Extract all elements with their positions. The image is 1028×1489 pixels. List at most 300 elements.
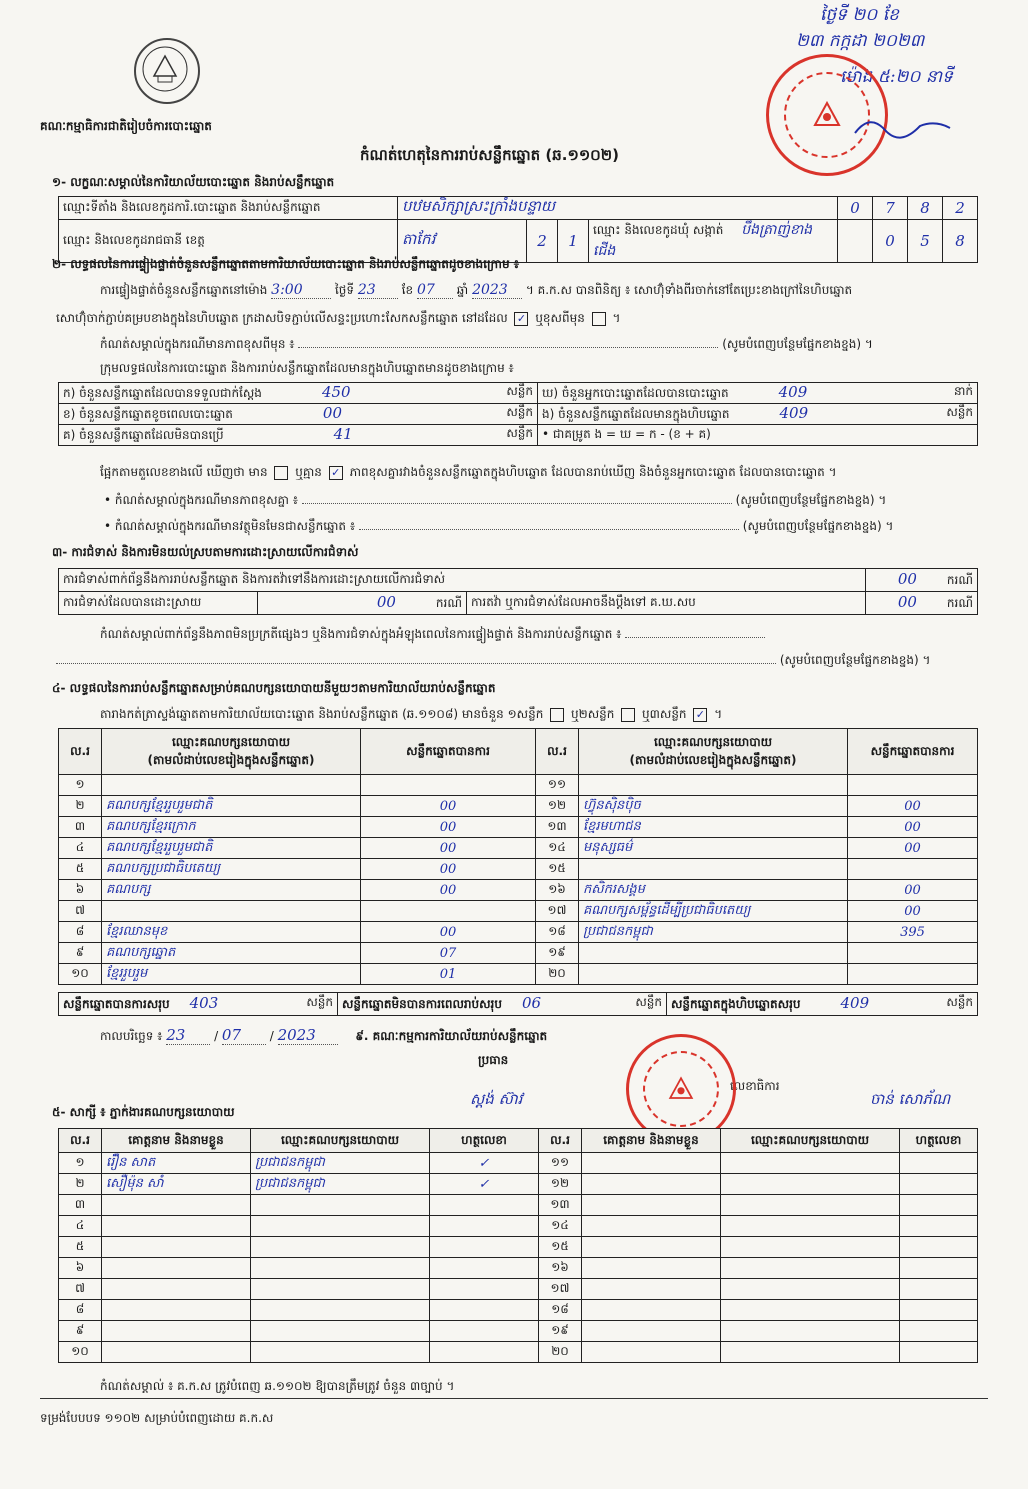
- section5-heading: ៥- សាក្សី ៖ ភ្នាក់ងារគណបក្សនយោបាយ: [52, 1105, 235, 1119]
- discrepancy-yes-checkbox[interactable]: [274, 466, 288, 480]
- province-value: តាកែវ: [398, 220, 527, 263]
- party-name-left: គណបក្សប្រជាធិបតេយ្យ: [102, 859, 361, 880]
- discrepancy-no-checkbox[interactable]: ✓: [329, 466, 343, 480]
- party-no-left: ៥: [59, 859, 102, 880]
- party-no-right: ១៥: [536, 859, 579, 880]
- party-no-right: ១៦: [536, 880, 579, 901]
- two-sheets-checkbox[interactable]: [621, 708, 635, 722]
- section1-heading: ១- លក្ខណៈសម្គាល់នៃការិយាល័យបោះឆ្នោត និងរាប់សន្លឹកឆ្នោត: [52, 175, 335, 189]
- witness-party-left: [251, 1300, 430, 1321]
- ballots-in-box-label: ង) ចំនួនសន្លឹកឆ្នោតដែលមានក្នុងហិបឆ្នោត: [542, 407, 730, 421]
- results-intro: ក្រុមលទ្ធផលនៃការបោះឆ្នោត និងការរាប់សន្លឹកឆ្នោតដែលមានក្នុងហិបឆ្នោតមានដូចខាងក្រោម ៖: [100, 361, 514, 375]
- witness-name-left: [102, 1342, 251, 1363]
- secretary-name: ចាន់ សោភ័ណ: [870, 1090, 951, 1108]
- th-party-left: [102, 729, 361, 775]
- totals-table: [58, 992, 978, 1016]
- witness-no-right: ១៤: [539, 1216, 582, 1237]
- witness-sign-left: [430, 1300, 539, 1321]
- verification-day[interactable]: 23: [358, 282, 398, 299]
- box-total-cell: [667, 993, 978, 1016]
- witness-no-right: ១៨: [539, 1300, 582, 1321]
- party-no-left: ៩: [59, 943, 102, 964]
- footer-divider: [40, 1398, 988, 1399]
- bullet-note-1: [104, 492, 980, 510]
- party-no-left: ៦: [59, 880, 102, 901]
- witness-no-left: ២: [59, 1174, 102, 1195]
- commune-code-3: 8: [943, 220, 978, 263]
- form-footer: ទម្រង់បែបបទ ១១០២ សម្រាប់បំពេញដោយ គ.ក.ស: [40, 1411, 274, 1425]
- witness-row: [59, 1258, 978, 1279]
- witness-party-right[interactable]: [721, 1342, 900, 1363]
- date-day[interactable]: 23: [166, 1026, 210, 1045]
- party-name-left: ខ្មែរឈានមុខ: [102, 922, 361, 943]
- received-label: ក) ចំនួនសន្លឹកឆ្នោតដែលបានទទួលជាក់ស្តែង: [63, 386, 262, 400]
- box-total-unit: សន្លឹក: [946, 995, 973, 1009]
- day-label: ថ្ងៃទី: [335, 283, 355, 297]
- date-label: កាលបរិច្ឆេទ ៖: [100, 1029, 163, 1043]
- witness-sign-left: [430, 1342, 539, 1363]
- verification-text-2: ។ គ.ក.ស បានពិនិត្យ ៖ សោហ៊ុំទាំងពីរចាក់នៅតែប្រេះខាងក្រៅនៃហិបឆ្នោត: [525, 283, 853, 297]
- witness-name-left: រ៉ឿន សាត: [102, 1153, 251, 1174]
- witness-row: [59, 1153, 978, 1174]
- emblem-logo: [134, 38, 200, 104]
- witness-no-left: ១០: [59, 1342, 102, 1363]
- unused-unit: សន្លឹក: [506, 426, 533, 440]
- emblem-icon: [136, 40, 194, 98]
- witness-no-right: ១២: [539, 1174, 582, 1195]
- witness-name-right[interactable]: [582, 1195, 721, 1216]
- wth-sign-right: ហត្ថលេខា: [900, 1129, 978, 1153]
- party-votes-left: 00: [361, 796, 536, 817]
- party-row: [59, 796, 978, 817]
- invalid-total-label: សន្លឹកឆ្នោតមិនបានការពេលរាប់សរុប: [342, 997, 502, 1011]
- witness-name-right[interactable]: [582, 1321, 721, 1342]
- voters-value: 409: [778, 383, 808, 401]
- party-row: [59, 901, 978, 922]
- witness-name-left: សឿម៉ុន សាំ: [102, 1174, 251, 1195]
- witness-name-right[interactable]: [582, 1300, 721, 1321]
- stamp-emblem-icon: [807, 95, 847, 135]
- party-name-left: គណបក្ស: [102, 880, 361, 901]
- party-name-right: ប្រជាជនកម្ពុជា: [579, 922, 848, 943]
- formula-cell: • ជាគម្រូត ង = ឃ = ក - (ខ + គ): [538, 425, 978, 446]
- stamp-emblem-icon-2: [663, 1071, 699, 1107]
- unused-ballots-cell: [59, 425, 538, 446]
- party-name-left: គណបក្សខ្មែររួបរួមជាតិ: [102, 838, 361, 859]
- discrepancy-yes-label: ផ្អែកតាមតួលេខខាងលើ ឃើញថា មាន: [100, 465, 268, 479]
- date-month[interactable]: 07: [222, 1026, 266, 1045]
- note-different-label: កំណត់សម្គាល់ក្នុងករណីមានភាពខុសពីមុន ៖: [100, 337, 295, 351]
- th-votes-right: សន្លឹកឆ្នោតបានការ: [848, 729, 978, 775]
- commune-value: បឹងត្រាញ់ខាងជើង: [593, 222, 813, 259]
- resolved-label: ការជំទាស់ដែលបានដោះស្រាយ: [59, 592, 258, 615]
- witness-row: [59, 1321, 978, 1342]
- witness-no-left: ៩: [59, 1321, 102, 1342]
- party-votes-right: [848, 964, 978, 985]
- wth-no-right: ល.រ: [539, 1129, 582, 1153]
- party-no-right: ១៣: [536, 817, 579, 838]
- party-name-right: [579, 943, 848, 964]
- one-sheet-checkbox[interactable]: [550, 708, 564, 722]
- box-total-label: សន្លឹកឆ្នោតក្នុងហិបឆ្នោតសរុប: [671, 997, 801, 1011]
- party-votes-right: 00: [848, 796, 978, 817]
- witness-no-left: ៨: [59, 1300, 102, 1321]
- th-votes-left: សន្លឹកឆ្នោតបានការ: [361, 729, 536, 775]
- witness-party-left: [251, 1258, 430, 1279]
- fill-note-4: (សូមបំពេញបន្ថែមផ្នែកខាងខ្នង) ។: [779, 653, 931, 667]
- party-no-right: ១៤: [536, 838, 579, 859]
- witness-name-right[interactable]: [582, 1153, 721, 1174]
- party-no-left: ៣: [59, 817, 102, 838]
- spoiled-label: ខ) ចំនួនសន្លឹកឆ្នោតខូចពេលបោះឆ្នោត: [63, 407, 233, 421]
- section1-table: [58, 196, 978, 263]
- voters-cell: [538, 383, 978, 404]
- wth-sign-left: ហត្ថលេខា: [430, 1129, 539, 1153]
- witness-party-left: [251, 1342, 430, 1363]
- witness-row: [59, 1174, 978, 1195]
- party-name-left: [102, 775, 361, 796]
- witness-party-right[interactable]: [721, 1153, 900, 1174]
- polling-station-value: បឋមសិក្សាស្រះក្រាំងបន្ទាយ: [398, 197, 838, 220]
- witness-party-right[interactable]: [721, 1258, 900, 1279]
- witness-name-right[interactable]: [582, 1258, 721, 1279]
- party-votes-right: 00: [848, 880, 978, 901]
- party-no-left: ៧: [59, 901, 102, 922]
- witness-party-left: [251, 1321, 430, 1342]
- witness-name-right[interactable]: [582, 1174, 721, 1195]
- party-row: [59, 880, 978, 901]
- party-row: [59, 817, 978, 838]
- witness-sign-left: ✓: [430, 1174, 539, 1195]
- witness-row: [59, 1237, 978, 1258]
- objection-cell: [866, 569, 978, 592]
- witness-party-right[interactable]: [721, 1279, 900, 1300]
- seal-text: សោហ៊ុំចាក់ភ្ជាប់គម្របខាងក្នុងនៃហិបឆ្នោត ក្រដាសបិទភ្ជាប់លើសន្ទះប្រហោះសែកសន្លឹកឆ្នោត នៅដដែល: [56, 311, 508, 325]
- party-name-left: [102, 901, 361, 922]
- two-sheets-label: ឬ២សន្លឹក: [571, 707, 615, 721]
- witness-party-right[interactable]: [721, 1237, 900, 1258]
- objection-table: [58, 568, 978, 615]
- witness-sign-right[interactable]: [900, 1279, 978, 1300]
- party-votes-left: [361, 901, 536, 922]
- box-total-value: 409: [840, 994, 870, 1012]
- witness-sign-right[interactable]: [900, 1174, 978, 1195]
- wth-no-left: ល.រ: [59, 1129, 102, 1153]
- bullet-note-2-label: • កំណត់សម្គាល់ក្នុងករណីមានវត្ថុមិនមែនជាសន្លឹកឆ្នោត ៖: [104, 519, 356, 533]
- party-name-right: មនុស្សធម៌: [579, 838, 848, 859]
- party-votes-right: 00: [848, 901, 978, 922]
- verification-time[interactable]: 3:00: [271, 282, 331, 299]
- party-name-right: ខ្មែរមហាជន: [579, 817, 848, 838]
- witness-party-left: [251, 1195, 430, 1216]
- party-no-left: ១: [59, 775, 102, 796]
- wth-party-right: ឈ្មោះគណបក្សនយោបាយ: [721, 1129, 900, 1153]
- witness-sign-left: [430, 1216, 539, 1237]
- witness-sign-right[interactable]: [900, 1321, 978, 1342]
- witness-sign-right[interactable]: [900, 1258, 978, 1279]
- party-results-body: [59, 775, 978, 985]
- date-year[interactable]: 2023: [278, 1026, 338, 1045]
- bullet-note-1-label: • កំណត់សម្គាល់ក្នុងករណីមានភាពខុសគ្នា ៖: [104, 493, 299, 507]
- chair-label: ប្រធាន: [478, 1053, 509, 1067]
- party-votes-left: 00: [361, 880, 536, 901]
- ballots-in-box-cell: [538, 404, 978, 425]
- party-row: [59, 838, 978, 859]
- valid-total-value: 403: [189, 994, 219, 1012]
- discrepancy-no-label: ឬគ្មាន: [295, 465, 322, 479]
- witness-sign-left: [430, 1237, 539, 1258]
- station-code-1: 0: [838, 197, 873, 220]
- party-votes-left: 00: [361, 838, 536, 859]
- party-votes-left: 00: [361, 817, 536, 838]
- province-code-1: 2: [527, 220, 558, 263]
- party-row: [59, 922, 978, 943]
- fill-note-3: (សូមបំពេញបន្ថែមផ្នែកខាងខ្នង) ។: [742, 519, 894, 533]
- province-label: ឈ្មោះ និងលេខកូដរាជធានី ខេត្ត: [59, 220, 398, 263]
- party-votes-left: [361, 775, 536, 796]
- witness-name-left: [102, 1321, 251, 1342]
- irregularity-note-field[interactable]: [625, 637, 765, 638]
- irregularity-note-2: [56, 652, 980, 670]
- commune-code-1: 0: [873, 220, 908, 263]
- ballots-in-box-value: 409: [779, 404, 809, 422]
- bullet-note-1-field[interactable]: [302, 503, 732, 504]
- ballot-count-table: [58, 382, 978, 446]
- unused-label: គ) ចំនួនសន្លឹកឆ្នោតដែលមិនបានប្រើ: [63, 428, 224, 442]
- irregularity-note-label: កំណត់សម្គាល់ពាក់ព័ន្ធនឹងភាពមិនប្រក្រតីផ្សេងៗ ឬនិងការជំទាស់ក្នុងអំឡុងពេលនៃការផ្ទៀងផ្ទាត់ និងការរាប់សន្លឹកឆ្នោត ៖: [100, 627, 622, 641]
- wth-party-left: ឈ្មោះគណបក្សនយោបាយ: [251, 1129, 430, 1153]
- witness-name-left: [102, 1300, 251, 1321]
- party-name-right: ហ៊្វុនស៊ិនប៉ិច: [579, 796, 848, 817]
- witness-party-right[interactable]: [721, 1216, 900, 1237]
- discrepancy-text: ភាពខុសគ្នារវាងចំនួនសន្លឹកឆ្នោតក្នុងហិបឆ្នោត ដែលបានរាប់ឃើញ និងចំនួនអ្នកបោះឆ្នោត ដែលបានបោះឆ្នោត ។: [349, 465, 837, 479]
- resolved-unit: ករណី: [435, 596, 462, 610]
- witness-name-right[interactable]: [582, 1216, 721, 1237]
- valid-total-unit: សន្លឹក: [306, 995, 333, 1009]
- received-unit: សន្លឹក: [506, 384, 533, 398]
- resolved-cell: [258, 592, 467, 615]
- witness-party-left: [251, 1216, 430, 1237]
- th-party-right-title: ឈ្មោះគណបក្សនយោបាយ: [653, 734, 773, 749]
- verification-year[interactable]: 2023: [472, 282, 522, 299]
- witness-sign-left: [430, 1195, 539, 1216]
- party-no-left: ៤: [59, 838, 102, 859]
- polling-station-label: ឈ្មោះទីតាំង និងលេខកូដការិ.បោះឆ្នោត និងរាប់សន្លឹកឆ្នោត: [59, 197, 398, 220]
- three-sheets-checkbox[interactable]: ✓: [693, 708, 707, 722]
- witness-no-left: ៧: [59, 1279, 102, 1300]
- footnote: កំណត់សម្គាល់ ៖ គ.ក.ស ត្រូវបំពេញ ឆ.១១០២ ឱ្យបានត្រឹមត្រូវ ចំនួន ៣ច្បាប់ ។: [100, 1379, 455, 1393]
- witness-row: [59, 1195, 978, 1216]
- ballots-in-box-unit: សន្លឹក: [946, 405, 973, 419]
- party-name-right: គណបក្សសម្ព័ន្ធដើម្បីប្រជាធិបតេយ្យ: [579, 901, 848, 922]
- objection-value: 00: [897, 570, 917, 588]
- witness-no-left: ៤: [59, 1216, 102, 1237]
- witness-party-right[interactable]: [721, 1174, 900, 1195]
- secretary-label: លេខាធិការ: [730, 1079, 780, 1093]
- party-results-table: [58, 728, 978, 985]
- party-no-left: ២: [59, 796, 102, 817]
- witness-sign-left: [430, 1258, 539, 1279]
- party-no-left: ៨: [59, 922, 102, 943]
- signature-top: [850, 108, 960, 148]
- wth-name-right: គោត្តនាម និងនាមខ្លួន: [582, 1129, 721, 1153]
- witness-name-right[interactable]: [582, 1237, 721, 1258]
- witness-name-right[interactable]: [582, 1342, 721, 1363]
- station-code-4: 2: [943, 197, 978, 220]
- verification-month[interactable]: 07: [417, 282, 453, 299]
- witness-no-right: ១៣: [539, 1195, 582, 1216]
- witness-name-right[interactable]: [582, 1279, 721, 1300]
- appeal-label: ការតវ៉ា ឬការជំទាស់ដែលអាចនឹងប្ដឹងទៅ គ.ឃ.សប: [467, 592, 866, 615]
- verification-line-2: សោហ៊ុំចាក់ភ្ជាប់គម្របខាងក្នុងនៃហិបឆ្នោត ក្រដាសបិទភ្ជាប់លើសន្ទះប្រហោះសែកសន្លឹកឆ្នោត នៅដដែល ✓ ឬខុសពីមុន ។: [56, 311, 621, 325]
- commune-code-2: 5: [908, 220, 943, 263]
- party-row: [59, 859, 978, 880]
- witness-sign-right[interactable]: [900, 1342, 978, 1363]
- handwritten-time: ម៉ោង ៥:២០ នាទី: [840, 67, 953, 87]
- party-votes-right: [848, 775, 978, 796]
- resolved-value: 00: [376, 593, 396, 611]
- witness-name-left: [102, 1279, 251, 1300]
- witness-row: [59, 1300, 978, 1321]
- party-row: [59, 943, 978, 964]
- valid-total-cell: [59, 993, 338, 1016]
- note-different: [100, 336, 980, 354]
- voters-label: ឃ) ចំនួនអ្នកបោះឆ្នោតដែលបានបោះឆ្នោត: [542, 386, 729, 400]
- party-votes-right: 395: [848, 922, 978, 943]
- party-name-right: កសិករសង្គម: [579, 880, 848, 901]
- witness-body: [59, 1153, 978, 1363]
- th-no-left: ល.រ: [59, 729, 102, 775]
- month-label: ខែ: [401, 283, 414, 297]
- same-checkbox[interactable]: ✓: [514, 312, 528, 326]
- appeal-unit: ករណី: [946, 596, 973, 610]
- discrepancy-line: [100, 464, 980, 482]
- party-votes-left: 00: [361, 922, 536, 943]
- party-no-right: ១៩: [536, 943, 579, 964]
- witness-sign-left: [430, 1279, 539, 1300]
- witness-sign-right[interactable]: [900, 1237, 978, 1258]
- unused-value: 41: [333, 425, 353, 443]
- party-votes-right: [848, 943, 978, 964]
- party-name-right: [579, 859, 848, 880]
- party-name-right: [579, 775, 848, 796]
- handwritten-date-2: ២៣ កក្កដា ២០២៣: [796, 31, 925, 51]
- party-no-right: ១២: [536, 796, 579, 817]
- note-different-field[interactable]: [298, 347, 718, 348]
- irregularity-note: [100, 626, 980, 644]
- party-name-left: គណបក្សឆ្នោត: [102, 943, 361, 964]
- party-votes-left: 01: [361, 964, 536, 985]
- appeal-cell: [866, 592, 978, 615]
- different-checkbox[interactable]: [592, 312, 606, 326]
- witness-row: [59, 1342, 978, 1363]
- witness-sign-right[interactable]: [900, 1195, 978, 1216]
- chair-name: ស្តង់ ស៊ាវ: [470, 1090, 523, 1108]
- commune-label-cell: [589, 220, 838, 263]
- year-label: ឆ្នាំ: [456, 283, 469, 297]
- section2-heading: ២- លទ្ធផលនៃការផ្ទៀងផ្ទាត់ចំនួនសន្លឹកឆ្នោតតាមការិយាល័យបោះឆ្នោត និងរាប់សន្លឹកឆ្នោតដូចខាងក្រោម ៖: [52, 257, 520, 271]
- witness-sign-right[interactable]: [900, 1300, 978, 1321]
- th-no-right: ល.រ: [536, 729, 579, 775]
- witness-no-right: ១១: [539, 1153, 582, 1174]
- witness-row: [59, 1216, 978, 1237]
- witness-no-right: ២០: [539, 1342, 582, 1363]
- th-party-left-title: ឈ្មោះគណបក្សនយោបាយ: [171, 734, 291, 749]
- spoiled-value: 00: [322, 404, 343, 422]
- section3-heading: ៣- ការជំទាស់ និងការមិនយល់ស្របតាមការដោះស្រាយលើការជំទាស់: [52, 545, 359, 559]
- witness-party-left: [251, 1237, 430, 1258]
- counting-committee: ៩. គណៈកម្មការការិយាល័យរាប់សន្លឹកឆ្នោត: [355, 1029, 548, 1043]
- station-code-3: 8: [908, 197, 943, 220]
- party-name-left: គណបក្សខ្មែរក្រោក: [102, 817, 361, 838]
- witness-no-left: ៥: [59, 1237, 102, 1258]
- party-no-right: ១១: [536, 775, 579, 796]
- three-sheets-label: ឬ៣សន្លឹក: [642, 707, 687, 721]
- party-votes-left: 00: [361, 859, 536, 880]
- party-no-left: ១០: [59, 964, 102, 985]
- section4-heading: ៤- លទ្ធផលនៃការរាប់សន្លឹកឆ្នោតសម្រាប់គណបក្សនយោបាយនីមួយៗតាមការិយាល័យរាប់សន្លឹកឆ្នោត: [52, 681, 496, 695]
- witness-party-left: ប្រជាជនកម្ពុជា: [251, 1174, 430, 1195]
- bullet-note-2-field[interactable]: [359, 529, 739, 530]
- witness-party-right[interactable]: [721, 1321, 900, 1342]
- objection-label: ការជំទាស់ពាក់ព័ន្ធនឹងការរាប់សន្លឹកឆ្នោត និងការតវ៉ាទៅនឹងការដោះស្រាយលើការជំទាស់: [59, 569, 866, 592]
- objection-unit: ករណី: [946, 573, 973, 587]
- witness-no-right: ១៥: [539, 1237, 582, 1258]
- irregularity-note-field-2[interactable]: [56, 663, 776, 664]
- witness-sign-right[interactable]: [900, 1216, 978, 1237]
- tally-intro: តារាងកត់ត្រាស្ទង់ឆ្នោតតាមការិយាល័យបោះឆ្នោត និងរាប់សន្លឹកឆ្នោត (ឆ.១១០៨) មានចំនួន ១សន្លឹក: [100, 707, 544, 721]
- witness-name-left: [102, 1216, 251, 1237]
- witness-party-right[interactable]: [721, 1195, 900, 1216]
- party-votes-right: 00: [848, 838, 978, 859]
- appeal-value: 00: [897, 593, 917, 611]
- witness-sign-right[interactable]: [900, 1153, 978, 1174]
- witness-row: [59, 1279, 978, 1300]
- witness-party-left: [251, 1279, 430, 1300]
- invalid-total-unit: សន្លឹក: [635, 995, 662, 1009]
- th-party-right-sub: (តាមលំដាប់លេខរៀងក្នុងសន្លឹកឆ្នោត): [629, 752, 797, 767]
- invalid-total-value: 06: [521, 994, 542, 1012]
- witness-no-left: ៣: [59, 1195, 102, 1216]
- wth-name-left: គោត្តនាម និងនាមខ្លួន: [102, 1129, 251, 1153]
- fill-note-1: (សូមបំពេញបន្ថែមផ្នែកខាងខ្នង) ។: [722, 337, 873, 351]
- witness-party-left: ប្រជាជនកម្ពុជា: [251, 1153, 430, 1174]
- commune-label: ឈ្មោះ និងលេខកូដឃុំ សង្កាត់: [593, 223, 724, 237]
- date-line: កាលបរិច្ឆេទ ៖ 23 / 07 / 2023 ៩. គណៈកម្មការការិយាល័យរាប់សន្លឹកឆ្នោត: [100, 1026, 548, 1044]
- page-title: កំណត់ហេតុនៃការរាប់សន្លឹកឆ្នោត (ឆ.១១០២): [360, 146, 620, 164]
- party-votes-left: 07: [361, 943, 536, 964]
- witness-party-right[interactable]: [721, 1300, 900, 1321]
- fill-note-2: (សូមបំពេញបន្ថែមផ្នែកខាងខ្នង) ។: [735, 493, 887, 507]
- party-name-left: គណបក្សខ្មែររួបរួមជាតិ: [102, 796, 361, 817]
- party-no-right: ១៧: [536, 901, 579, 922]
- verification-line-1: [100, 282, 980, 300]
- province-code-2: 1: [558, 220, 589, 263]
- valid-total-label: សន្លឹកឆ្នោតបានការសរុប: [63, 997, 170, 1011]
- witness-table: [58, 1128, 978, 1363]
- witness-no-right: ១៩: [539, 1321, 582, 1342]
- voters-unit: នាក់: [953, 384, 973, 398]
- party-row: [59, 775, 978, 796]
- witness-no-left: ៦: [59, 1258, 102, 1279]
- witness-no-right: ១៧: [539, 1279, 582, 1300]
- witness-no-right: ១៦: [539, 1258, 582, 1279]
- witness-no-left: ១: [59, 1153, 102, 1174]
- committee-name: គណៈកម្មាធិការជាតិរៀបចំការបោះឆ្នោត: [40, 119, 212, 133]
- th-party-right: [579, 729, 848, 775]
- witness-name-left: [102, 1195, 251, 1216]
- witness-name-left: [102, 1237, 251, 1258]
